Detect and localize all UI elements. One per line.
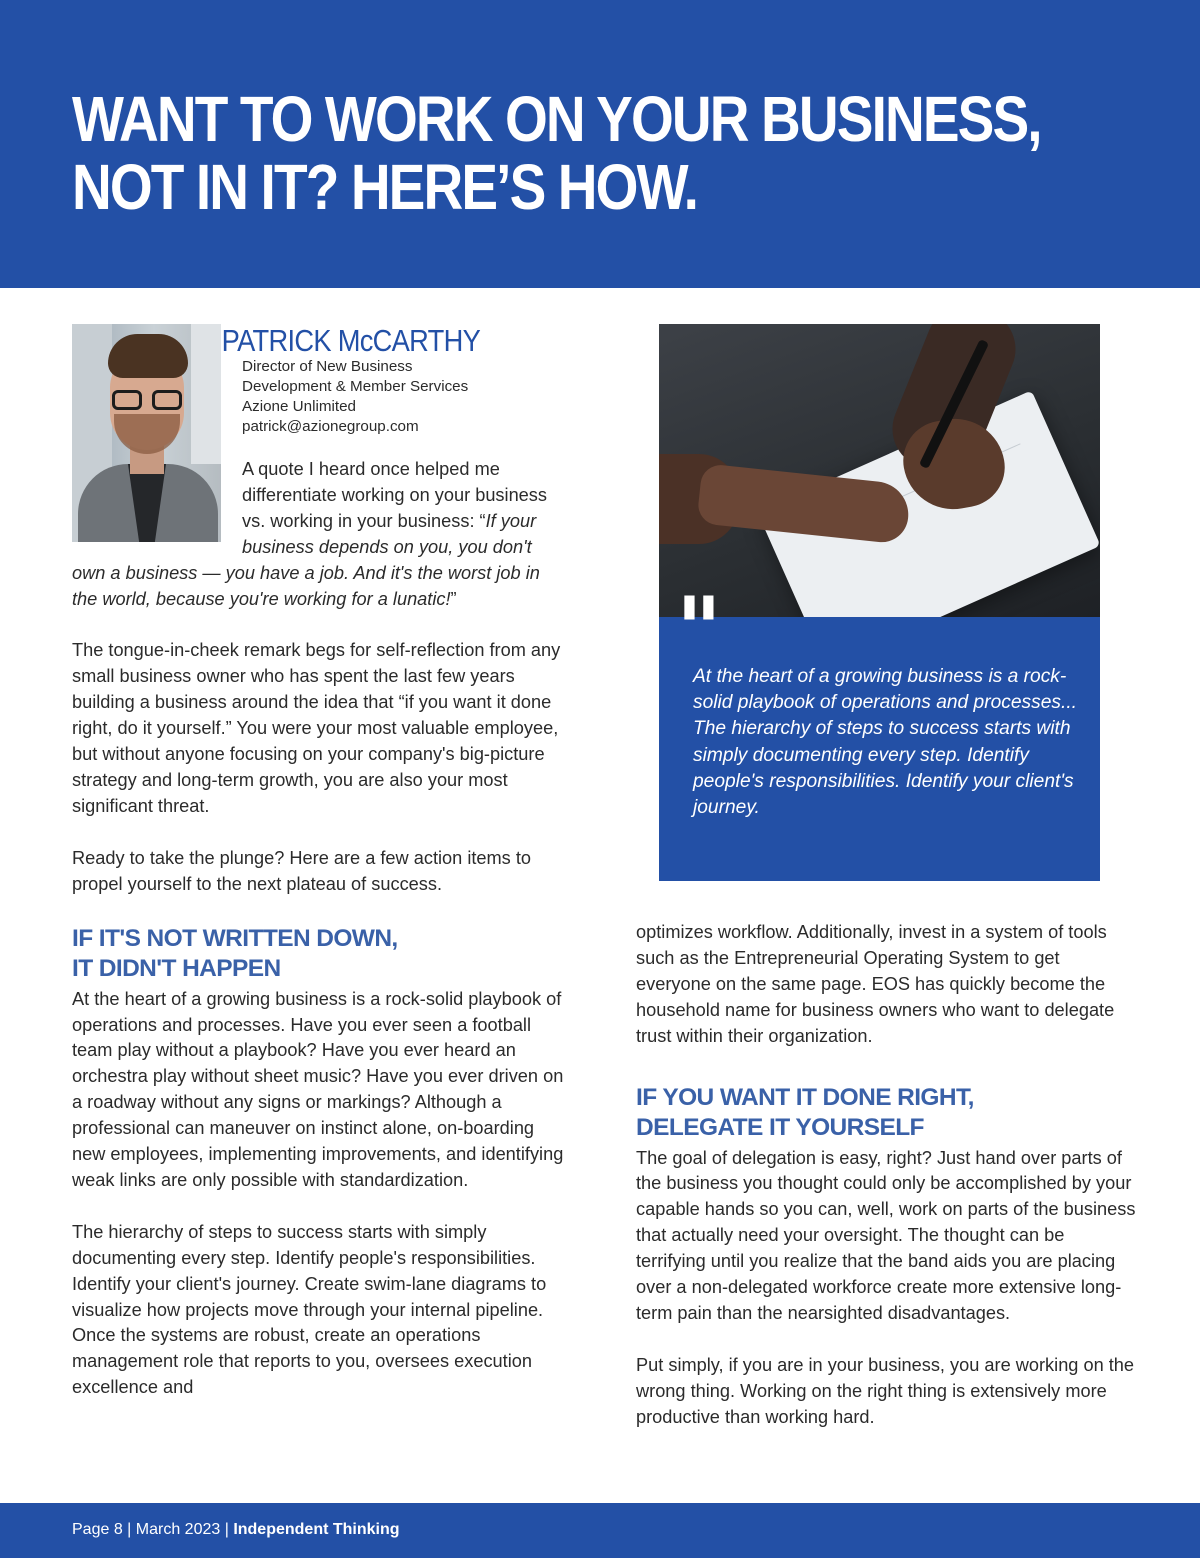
intro-text: A quote I heard once helped me differentiate working on your business vs. working in your business: “ [242,459,547,531]
paragraph-3: Ready to take the plunge? Here are a few action items to propel yourself to the next plateau of success. [72,847,531,894]
header-banner [0,0,1200,288]
section-2-paragraph-2: Put simply, if you are in your business, you are working on the wrong thing. Working on the right thing is extensively more productive than working hard. [636,1354,1135,1427]
intro-quote: If your business depends on you, you don't own a business — you have a job. And it's the worst job in the world, because you're working for a lunatic! [72,510,540,609]
writing-hands-photo [659,324,1100,617]
right-column [636,920,1136,1431]
left-column [72,324,567,1401]
section-2-heading [636,1083,1136,1143]
author-email: patrick@azionegroup.com [242,418,419,435]
author-name: PATRICK McCARTHY [221,323,481,358]
footer-separator-2: | [220,1521,234,1538]
intro-quote-close: ” [450,588,457,609]
section-1-paragraph-2-continued: optimizes workflow. Additionally, invest in a system of tools such as the Entrepreneurial Operating System to get everyone on the same page. EOS has quickly become the household name for business owners who want to delegate trust within their organization. [636,922,1115,1046]
pull-quote-text: At the heart of a growing business is a rock-solid playbook of operations and processes... The hierarchy of steps to success starts with simply documenting every step. Identify people's responsibilities. Identify your client's journey. [693,666,1077,819]
section-2-paragraph-1: The goal of delegation is easy, right? Just hand over parts of the business you thought could only be accomplished by your capable hands so you can, well, work on parts of the business that actually need your oversight. The thought can be terrifying until you realize that the band aids you are placing over a non-delegated workforce create more extensive long-term pain than the nearsighted disadvantages. [636,1147,1136,1323]
section-2-heading-line-1: IF YOU WANT IT DONE RIGHT, [636,1083,974,1111]
section-1-heading-line-1: IF IT'S NOT WRITTEN DOWN, [72,924,398,952]
headline-line-1: WANT TO WORK ON YOUR BUSINESS, [72,83,1041,155]
author-title-line-2: Development & Member Services [242,378,469,395]
section-1-paragraph-1: At the heart of a growing business is a rock-solid playbook of operations and processes. Have you ever seen a football team play without a playbook? Have you ever heard an orchestra play without sheet music? Have you ever driven on a roadway without any signs or markings? Although a professional can maneuver on instinct alone, on-boarding new employees, implementing improvements, and identifying weak links are only possible with standardization. [72,988,564,1190]
footer-text [72,1520,400,1540]
author-title-line-1: Director of New Business [242,358,413,375]
section-1-heading [72,924,567,984]
footer-publication: Independent Thinking [233,1521,400,1538]
footer-date: March 2023 [135,1521,221,1538]
headline-line-2: NOT IN IT? HERE’S HOW. [72,150,697,223]
footer-separator-1: | [122,1521,136,1538]
section-1-paragraph-2: The hierarchy of steps to success starts with simply documenting every step. Identify people's responsibilities. Identify your client's journey. Create swim-lane diagrams to visualize how projects move through your internal pipeline. Once the systems are robust, create an operations management role that reports to you, oversees execution excellence and [72,1221,547,1398]
footer-page: Page 8 [72,1521,123,1538]
page-headline [72,83,1041,223]
paragraph-2: The tongue-in-cheek remark begs for self-reflection from any small business owner who has spent the last few years building a business around the idea that “if you want it done right, do it yourself.” You were your most valuable employee, but without anyone focusing on your company's big-picture strategy and long-term growth, you are also your most significant threat. [72,640,561,816]
author-company: Azione Unlimited [242,398,356,415]
section-1-heading-line-2: IT DIDN'T HAPPEN [72,954,281,982]
section-2-heading-line-2: DELEGATE IT YOURSELF [636,1113,924,1141]
quote-mark-icon: " [676,578,722,681]
